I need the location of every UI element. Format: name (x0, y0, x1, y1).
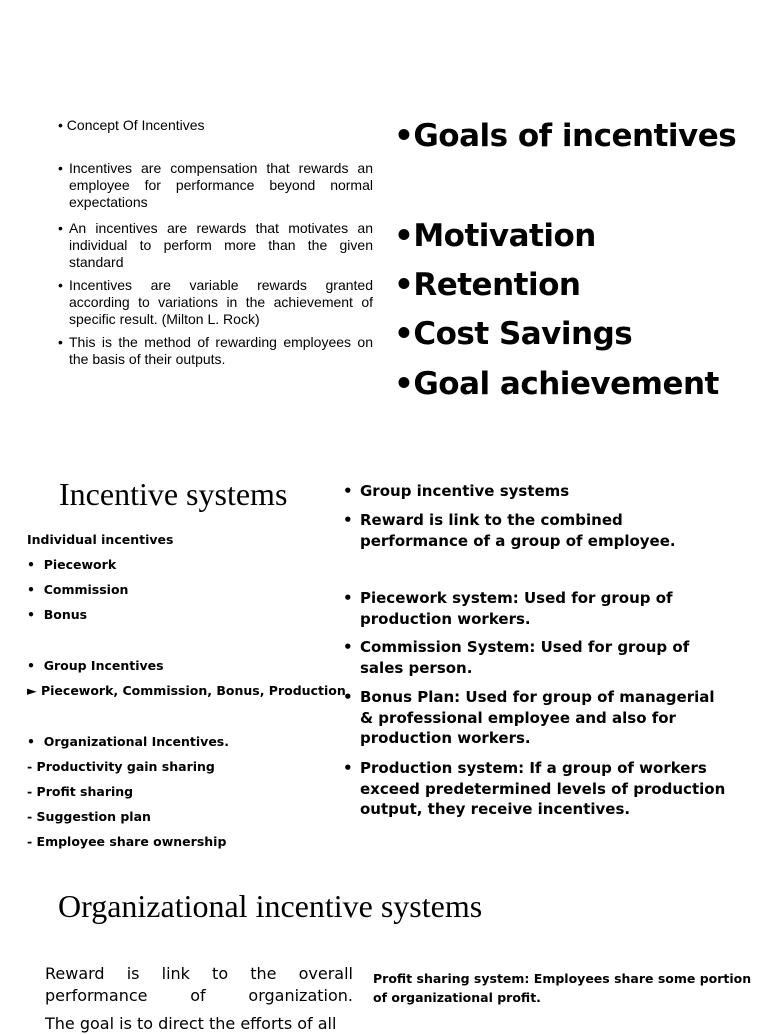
organizational-systems-title: Organizational incentive systems (58, 888, 483, 924)
profit-sharing-text: Profit sharing system: Employees share some portion of organizational profit. (373, 971, 752, 1005)
group-system-item: • Piecework system: Used for group of production workers. (343, 589, 673, 628)
org-item: - Productivity gain sharing (27, 759, 215, 774)
goal-item: •Cost Savings (394, 316, 633, 352)
group-system-item: • Production system: If a group of workers exceed predetermined levels of production output, they receive incentives. (343, 759, 726, 818)
org-reward-text: Reward is link to the overall performance of organization. The goal is to direct the efforts of all (45, 964, 353, 1033)
org-item: - Profit sharing (27, 784, 134, 799)
concept-list (58, 160, 373, 374)
goal-item: •Retention (394, 267, 581, 303)
goal-item: •Goal achievement (394, 366, 719, 402)
bullet-icon: • (58, 117, 67, 133)
goals-title: •Goals of incentives (394, 118, 737, 154)
concept-heading: • Concept Of Incentives (58, 117, 205, 133)
incentive-systems-title: Incentive systems (59, 476, 288, 512)
individual-item: • Commission (27, 582, 129, 597)
group-line: ► Piecework, Commission, Bonus, Production (27, 683, 346, 698)
group-system-item: • Reward is link to the combined performance of a group of employee. (343, 511, 676, 550)
individual-heading: Individual incentives (27, 532, 174, 547)
group-system-item: • Commission System: Used for group of sales person. (343, 638, 690, 677)
org-heading: • Organizational Incentives. (27, 734, 229, 749)
concept-item: • An incentives are rewards that motivates an individual to perform more than the given standard (58, 220, 373, 271)
group-system-item: • Group incentive systems (343, 482, 570, 500)
goal-item: •Motivation (394, 218, 596, 254)
org-item: - Employee share ownership (27, 834, 227, 849)
individual-item: • Piecework (27, 557, 117, 572)
group-system-item: • Bonus Plan: Used for group of managerial & professional employee and also for production workers. (343, 688, 715, 747)
concept-item: • This is the method of rewarding employees on the basis of their outputs. (58, 334, 373, 368)
individual-item: • Bonus (27, 607, 88, 622)
concept-item: • Incentives are variable rewards granted according to variations in the achievement of specific result. (Milton L. Rock) (58, 277, 373, 328)
org-item: - Suggestion plan (27, 809, 151, 824)
concept-item: • Incentives are compensation that rewards an employee for performance beyond normal expectations (58, 160, 373, 211)
group-heading: • Group Incentives (27, 658, 164, 673)
arrow-right-icon: ► (27, 683, 37, 698)
